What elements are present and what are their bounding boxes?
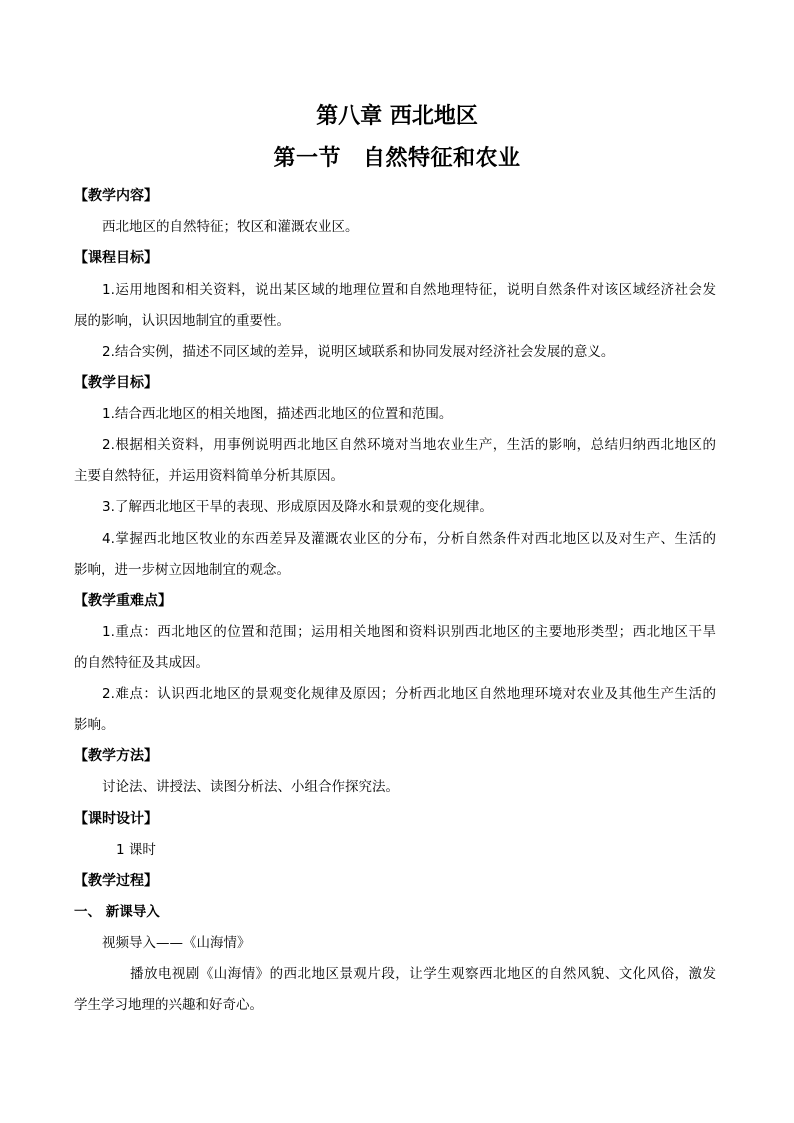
keypoint-item-2-line-1: 2.难点：认识西北地区的景观变化规律及原因；分析西北地区自然地理环境对农业及其他生产生活的 [102,686,716,702]
schedule-heading: 【课时设计】 [74,811,158,827]
objective-item-4-line-1: 4.掌握西北地区牧业的东西差异及灌溉农业区的分布，分析自然条件对西北地区以及对生产、生活的 [102,531,716,547]
chapter-title: 第八章 西北地区 [316,104,478,129]
schedule-text: 1 课时 [116,842,156,858]
section-title-number: 第一节 [273,146,341,171]
curriculum-item-1-line-1: 1.运用地图和相关资料，说出某区域的地理位置和自然地理特征，说明自然条件对该区域经济社会发 [102,282,716,298]
content-text: 西北地区的自然特征；牧区和灌溉农业区。 [102,219,359,235]
step1-text-line-1: 播放电视剧《山海情》的西北地区景观片段，让学生观察西北地区的自然风貌、文化风俗，激发 [130,966,716,982]
objective-item-2-line-2: 主要自然特征，并运用资料简单分析其原因。 [74,468,344,484]
step1-heading: 一、 新课导入 [74,904,160,920]
keypoints-heading: 【教学重难点】 [74,593,172,609]
step1-text-line-2: 学生学习地理的兴趣和好奇心。 [74,997,263,1013]
methods-text: 讨论法、讲授法、读图分析法、小组合作探究法。 [102,779,399,795]
keypoint-item-2-line-2: 影响。 [74,717,115,733]
keypoint-item-1-line-1: 1.重点：西北地区的位置和范围；运用相关地图和资料识别西北地区的主要地形类型；西北地区干旱 [102,624,716,640]
process-heading: 【教学过程】 [74,873,158,889]
methods-heading: 【教学方法】 [74,748,158,764]
curriculum-heading: 【课程目标】 [74,250,158,266]
step1-subheading: 视频导入——《山海情》 [102,935,251,951]
objectives-heading: 【教学目标】 [74,375,158,391]
content-heading: 【教学内容】 [74,188,158,204]
objective-item-1: 1.结合西北地区的相关地图，描述西北地区的位置和范围。 [102,406,453,422]
objective-item-4-line-2: 影响，进一步树立因地制宜的观念。 [74,562,290,578]
curriculum-item-1-line-2: 展的影响，认识因地制宜的重要性。 [74,313,290,329]
objective-item-2-line-1: 2.根据相关资料，用事例说明西北地区自然环境对当地农业生产，生活的影响，总结归纳西北地区的 [102,437,716,453]
keypoint-item-1-line-2: 的自然特征及其成因。 [74,655,209,671]
objective-item-3: 3.了解西北地区干旱的表现、形成原因及降水和景观的变化规律。 [102,499,493,515]
curriculum-item-2: 2.结合实例，描述不同区域的差异，说明区域联系和协同发展对经济社会发展的意义。 [102,344,615,360]
section-title-name: 自然特征和农业 [363,146,521,171]
section-title [0,144,794,174]
